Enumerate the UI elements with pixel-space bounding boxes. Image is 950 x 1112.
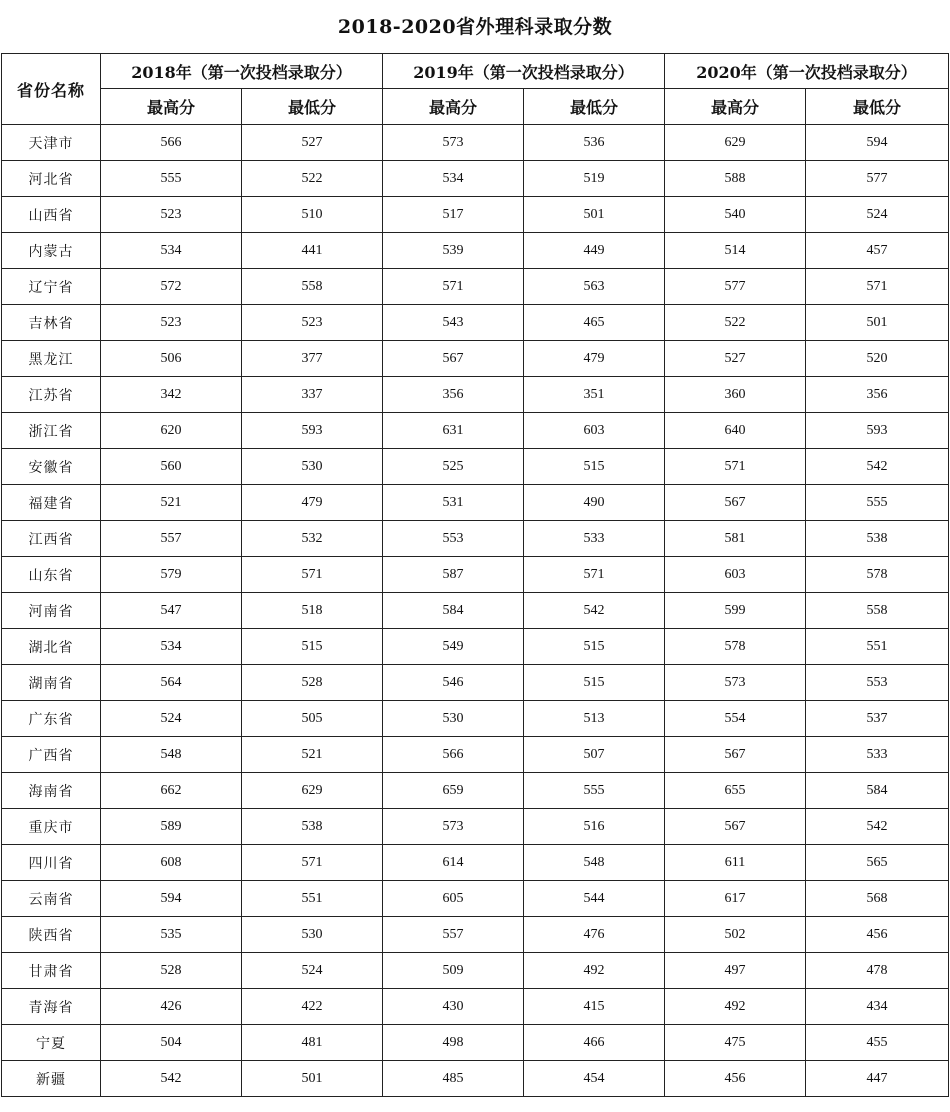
max-2020-cell: 554 (665, 701, 806, 737)
max-2020-cell: 617 (665, 881, 806, 917)
max-2018-cell: 534 (101, 233, 242, 269)
min-2019-cell: 507 (524, 737, 665, 773)
header-row-subcolumns (2, 89, 949, 125)
min-2018-cell: 522 (242, 161, 383, 197)
max-2019-cell: 356 (383, 377, 524, 413)
province-name-cell: 江苏省 (2, 377, 101, 413)
min-2019-cell: 479 (524, 341, 665, 377)
min-2020-cell: 457 (806, 233, 949, 269)
table-row (2, 881, 949, 917)
min-2018-cell: 571 (242, 557, 383, 593)
min-2020-cell: 456 (806, 917, 949, 953)
province-name-cell: 吉林省 (2, 305, 101, 341)
min-2020-cell: 577 (806, 161, 949, 197)
table-row (2, 413, 949, 449)
min-score-header: 最低分 (806, 89, 949, 125)
max-2020-cell: 611 (665, 845, 806, 881)
max-score-header: 最高分 (101, 89, 242, 125)
province-name-cell: 辽宁省 (2, 269, 101, 305)
max-2019-cell: 530 (383, 701, 524, 737)
max-2018-cell: 506 (101, 341, 242, 377)
min-2019-cell: 542 (524, 593, 665, 629)
max-2020-cell: 640 (665, 413, 806, 449)
min-2018-cell: 530 (242, 917, 383, 953)
min-2018-cell: 521 (242, 737, 383, 773)
max-2018-cell: 662 (101, 773, 242, 809)
max-2019-cell: 553 (383, 521, 524, 557)
table-row (2, 521, 949, 557)
max-2018-cell: 523 (101, 305, 242, 341)
max-2019-cell: 631 (383, 413, 524, 449)
max-2019-cell: 557 (383, 917, 524, 953)
max-2020-cell: 599 (665, 593, 806, 629)
year-header-2020: 2020年（第一次投档录取分） (665, 54, 949, 89)
province-name-cell: 重庆市 (2, 809, 101, 845)
max-2020-cell: 360 (665, 377, 806, 413)
max-2019-cell: 485 (383, 1061, 524, 1097)
table-body (2, 125, 949, 1097)
min-2019-cell: 533 (524, 521, 665, 557)
min-2019-cell: 415 (524, 989, 665, 1025)
province-name-cell: 山西省 (2, 197, 101, 233)
max-2019-cell: 659 (383, 773, 524, 809)
max-2018-cell: 566 (101, 125, 242, 161)
header-row-years (2, 54, 949, 89)
max-2020-cell: 540 (665, 197, 806, 233)
max-2018-cell: 594 (101, 881, 242, 917)
province-name-cell: 江西省 (2, 521, 101, 557)
min-2018-cell: 524 (242, 953, 383, 989)
min-2020-cell: 478 (806, 953, 949, 989)
table-row (2, 773, 949, 809)
max-2018-cell: 564 (101, 665, 242, 701)
min-2018-cell: 441 (242, 233, 383, 269)
province-column-header: 省份名称 (2, 54, 101, 125)
max-2018-cell: 589 (101, 809, 242, 845)
min-2019-cell: 516 (524, 809, 665, 845)
min-2018-cell: 528 (242, 665, 383, 701)
min-2020-cell: 434 (806, 989, 949, 1025)
max-2018-cell: 426 (101, 989, 242, 1025)
max-2019-cell: 531 (383, 485, 524, 521)
province-name-cell: 海南省 (2, 773, 101, 809)
min-2019-cell: 515 (524, 449, 665, 485)
table-row (2, 593, 949, 629)
max-2020-cell: 475 (665, 1025, 806, 1061)
min-2018-cell: 571 (242, 845, 383, 881)
table-row (2, 665, 949, 701)
min-2018-cell: 523 (242, 305, 383, 341)
table-row (2, 341, 949, 377)
min-2018-cell: 518 (242, 593, 383, 629)
province-name-cell: 青海省 (2, 989, 101, 1025)
max-2018-cell: 555 (101, 161, 242, 197)
max-2020-cell: 492 (665, 989, 806, 1025)
min-2019-cell: 555 (524, 773, 665, 809)
page-title: 2018-2020省外理科录取分数 (337, 16, 613, 38)
province-name-cell: 安徽省 (2, 449, 101, 485)
max-2020-cell: 567 (665, 809, 806, 845)
min-2018-cell: 530 (242, 449, 383, 485)
min-2020-cell: 455 (806, 1025, 949, 1061)
year-header-2018: 2018年（第一次投档录取分） (101, 54, 383, 89)
min-2019-cell: 476 (524, 917, 665, 953)
province-name-cell: 新疆 (2, 1061, 101, 1097)
max-2018-cell: 620 (101, 413, 242, 449)
max-2019-cell: 587 (383, 557, 524, 593)
max-2020-cell: 502 (665, 917, 806, 953)
max-2018-cell: 504 (101, 1025, 242, 1061)
min-2020-cell: 558 (806, 593, 949, 629)
table-row (2, 845, 949, 881)
table-row (2, 377, 949, 413)
max-2018-cell: 557 (101, 521, 242, 557)
max-2019-cell: 430 (383, 989, 524, 1025)
min-2019-cell: 548 (524, 845, 665, 881)
max-2020-cell: 629 (665, 125, 806, 161)
table-row (2, 557, 949, 593)
min-2019-cell: 544 (524, 881, 665, 917)
min-score-header: 最低分 (524, 89, 665, 125)
min-2019-cell: 536 (524, 125, 665, 161)
max-2019-cell: 549 (383, 629, 524, 665)
max-2019-cell: 539 (383, 233, 524, 269)
min-2019-cell: 454 (524, 1061, 665, 1097)
province-name-cell: 内蒙古 (2, 233, 101, 269)
province-name-cell: 河南省 (2, 593, 101, 629)
max-score-header: 最高分 (665, 89, 806, 125)
max-2018-cell: 548 (101, 737, 242, 773)
max-2019-cell: 614 (383, 845, 524, 881)
min-2020-cell: 520 (806, 341, 949, 377)
max-2019-cell: 543 (383, 305, 524, 341)
min-2019-cell: 513 (524, 701, 665, 737)
province-name-cell: 宁夏 (2, 1025, 101, 1061)
max-2018-cell: 524 (101, 701, 242, 737)
province-name-cell: 甘肃省 (2, 953, 101, 989)
min-2018-cell: 510 (242, 197, 383, 233)
min-2018-cell: 527 (242, 125, 383, 161)
min-2018-cell: 501 (242, 1061, 383, 1097)
max-2020-cell: 522 (665, 305, 806, 341)
min-2019-cell: 465 (524, 305, 665, 341)
min-2020-cell: 533 (806, 737, 949, 773)
max-2018-cell: 547 (101, 593, 242, 629)
table-row (2, 737, 949, 773)
min-2020-cell: 594 (806, 125, 949, 161)
table-row (2, 917, 949, 953)
table-row (2, 305, 949, 341)
min-2018-cell: 629 (242, 773, 383, 809)
max-2018-cell: 572 (101, 269, 242, 305)
max-2018-cell: 534 (101, 629, 242, 665)
min-2018-cell: 593 (242, 413, 383, 449)
max-2020-cell: 581 (665, 521, 806, 557)
min-2018-cell: 558 (242, 269, 383, 305)
max-2019-cell: 573 (383, 125, 524, 161)
min-2019-cell: 351 (524, 377, 665, 413)
max-2018-cell: 579 (101, 557, 242, 593)
min-2018-cell: 505 (242, 701, 383, 737)
table-row (2, 269, 949, 305)
min-2020-cell: 542 (806, 809, 949, 845)
min-2019-cell: 490 (524, 485, 665, 521)
min-2020-cell: 524 (806, 197, 949, 233)
max-2018-cell: 523 (101, 197, 242, 233)
province-name-cell: 湖北省 (2, 629, 101, 665)
min-2019-cell: 492 (524, 953, 665, 989)
province-name-cell: 黑龙江 (2, 341, 101, 377)
table-header (2, 54, 949, 125)
max-2020-cell: 567 (665, 485, 806, 521)
max-2019-cell: 566 (383, 737, 524, 773)
min-2018-cell: 538 (242, 809, 383, 845)
max-2019-cell: 546 (383, 665, 524, 701)
province-name-cell: 四川省 (2, 845, 101, 881)
max-2020-cell: 571 (665, 449, 806, 485)
min-2019-cell: 501 (524, 197, 665, 233)
max-2019-cell: 534 (383, 161, 524, 197)
max-2019-cell: 498 (383, 1025, 524, 1061)
province-name-cell: 广西省 (2, 737, 101, 773)
max-2020-cell: 577 (665, 269, 806, 305)
min-2019-cell: 563 (524, 269, 665, 305)
min-2018-cell: 515 (242, 629, 383, 665)
province-name-cell: 福建省 (2, 485, 101, 521)
min-2020-cell: 553 (806, 665, 949, 701)
province-name-cell: 广东省 (2, 701, 101, 737)
max-2018-cell: 542 (101, 1061, 242, 1097)
max-2019-cell: 517 (383, 197, 524, 233)
province-name-cell: 浙江省 (2, 413, 101, 449)
table-row (2, 701, 949, 737)
max-2018-cell: 521 (101, 485, 242, 521)
table-row (2, 953, 949, 989)
min-2019-cell: 466 (524, 1025, 665, 1061)
province-name-cell: 陕西省 (2, 917, 101, 953)
max-2019-cell: 525 (383, 449, 524, 485)
table-row (2, 125, 949, 161)
min-2018-cell: 481 (242, 1025, 383, 1061)
min-2018-cell: 422 (242, 989, 383, 1025)
min-2018-cell: 551 (242, 881, 383, 917)
max-2018-cell: 342 (101, 377, 242, 413)
min-2020-cell: 578 (806, 557, 949, 593)
province-name-cell: 山东省 (2, 557, 101, 593)
min-2020-cell: 568 (806, 881, 949, 917)
max-2019-cell: 573 (383, 809, 524, 845)
province-name-cell: 天津市 (2, 125, 101, 161)
min-2020-cell: 356 (806, 377, 949, 413)
min-2020-cell: 447 (806, 1061, 949, 1097)
year-header-2019: 2019年（第一次投档录取分） (383, 54, 665, 89)
table-row (2, 629, 949, 665)
min-2020-cell: 571 (806, 269, 949, 305)
max-2020-cell: 578 (665, 629, 806, 665)
max-2019-cell: 584 (383, 593, 524, 629)
max-2020-cell: 514 (665, 233, 806, 269)
max-2020-cell: 567 (665, 737, 806, 773)
max-2018-cell: 528 (101, 953, 242, 989)
province-name-cell: 河北省 (2, 161, 101, 197)
table-row (2, 1025, 949, 1061)
max-score-header: 最高分 (383, 89, 524, 125)
min-2020-cell: 584 (806, 773, 949, 809)
min-2019-cell: 603 (524, 413, 665, 449)
max-2020-cell: 497 (665, 953, 806, 989)
table-row (2, 989, 949, 1025)
max-2020-cell: 588 (665, 161, 806, 197)
table-row (2, 449, 949, 485)
min-2019-cell: 571 (524, 557, 665, 593)
min-2018-cell: 532 (242, 521, 383, 557)
table-row (2, 161, 949, 197)
table-row (2, 233, 949, 269)
min-score-header: 最低分 (242, 89, 383, 125)
score-table (1, 53, 949, 1097)
min-2020-cell: 565 (806, 845, 949, 881)
max-2020-cell: 456 (665, 1061, 806, 1097)
table-row (2, 197, 949, 233)
max-2020-cell: 573 (665, 665, 806, 701)
province-name-cell: 湖南省 (2, 665, 101, 701)
min-2018-cell: 337 (242, 377, 383, 413)
max-2020-cell: 655 (665, 773, 806, 809)
min-2020-cell: 537 (806, 701, 949, 737)
min-2020-cell: 501 (806, 305, 949, 341)
min-2019-cell: 515 (524, 629, 665, 665)
max-2019-cell: 509 (383, 953, 524, 989)
min-2019-cell: 449 (524, 233, 665, 269)
min-2020-cell: 555 (806, 485, 949, 521)
min-2019-cell: 519 (524, 161, 665, 197)
min-2020-cell: 542 (806, 449, 949, 485)
min-2018-cell: 479 (242, 485, 383, 521)
max-2019-cell: 567 (383, 341, 524, 377)
max-2018-cell: 535 (101, 917, 242, 953)
max-2018-cell: 608 (101, 845, 242, 881)
table-row (2, 809, 949, 845)
table-row (2, 1061, 949, 1097)
province-name-cell: 云南省 (2, 881, 101, 917)
max-2019-cell: 605 (383, 881, 524, 917)
min-2020-cell: 593 (806, 413, 949, 449)
min-2020-cell: 538 (806, 521, 949, 557)
table-row (2, 485, 949, 521)
max-2020-cell: 603 (665, 557, 806, 593)
min-2019-cell: 515 (524, 665, 665, 701)
min-2020-cell: 551 (806, 629, 949, 665)
max-2020-cell: 527 (665, 341, 806, 377)
max-2018-cell: 560 (101, 449, 242, 485)
min-2018-cell: 377 (242, 341, 383, 377)
max-2019-cell: 571 (383, 269, 524, 305)
